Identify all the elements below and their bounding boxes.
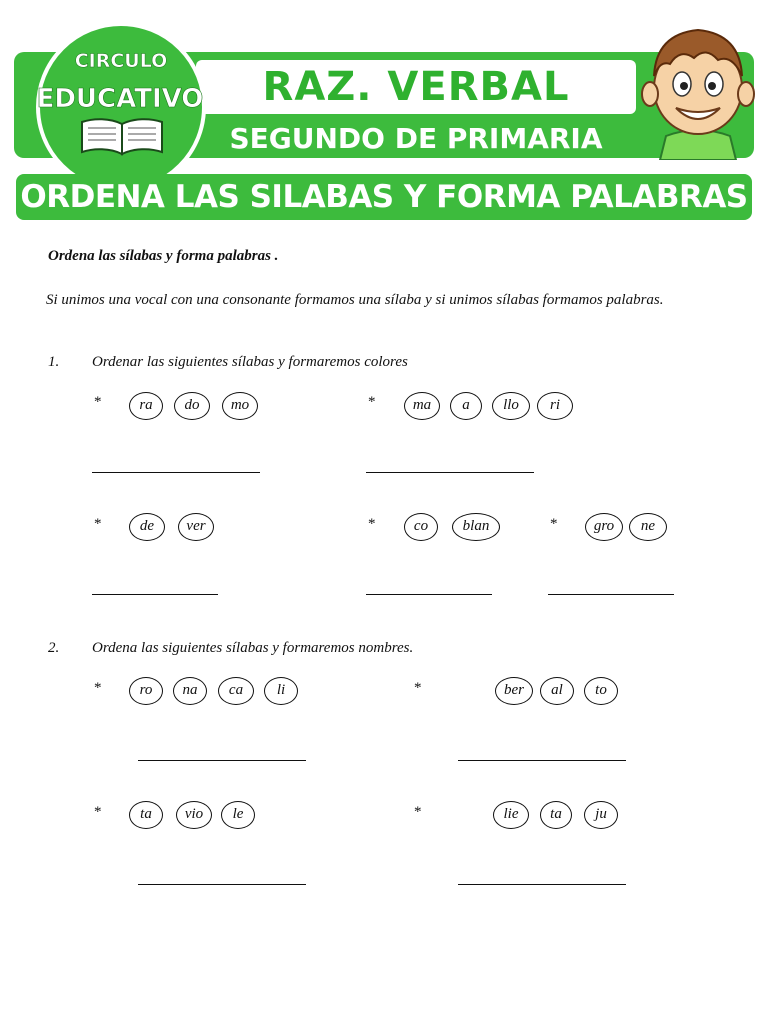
syllable-bubble: gro xyxy=(585,513,623,541)
child-illustration xyxy=(636,24,760,160)
worksheet-title: ORDENA LAS SILABAS Y FORMA PALABRAS xyxy=(20,179,748,215)
q1-text: Ordenar las siguientes sílabas y formaremos colores xyxy=(92,354,408,370)
syllable-bubble: ma xyxy=(404,392,440,420)
syllable-bubble: ber xyxy=(495,677,533,705)
answer-line[interactable] xyxy=(548,594,674,595)
q1-g2-star: * xyxy=(368,394,376,410)
syllable-bubble: to xyxy=(584,677,618,705)
q1-g5-star: * xyxy=(550,516,558,532)
syllable-bubble: ta xyxy=(129,801,163,829)
syllable-bubble: ju xyxy=(584,801,618,829)
answer-line[interactable] xyxy=(458,884,626,885)
q2-text: Ordena las siguientes sílabas y formaremos nombres. xyxy=(92,640,414,656)
q2-number: 2. xyxy=(48,640,60,656)
q1-g3-star: * xyxy=(94,516,102,532)
syllable-bubble: li xyxy=(264,677,298,705)
answer-line[interactable] xyxy=(366,594,492,595)
syllable-bubble: lie xyxy=(493,801,529,829)
syllable-bubble: vio xyxy=(176,801,212,829)
q1-g4-star: * xyxy=(368,516,376,532)
syllable-bubble: ver xyxy=(178,513,214,541)
syllable-bubble: co xyxy=(404,513,438,541)
grade-title: SEGUNDO DE PRIMARIA xyxy=(229,122,603,155)
intro-body: Si unimos una vocal con una consonante formamos una sílaba y si unimos sílabas formamos palabras. xyxy=(46,292,664,308)
answer-line[interactable] xyxy=(138,760,306,761)
syllable-bubble: mo xyxy=(222,392,258,420)
syllable-bubble: llo xyxy=(492,392,530,420)
syllable-bubble: na xyxy=(173,677,207,705)
syllable-bubble: ta xyxy=(540,801,572,829)
syllable-bubble: ne xyxy=(629,513,667,541)
syllable-bubble: de xyxy=(129,513,165,541)
answer-line[interactable] xyxy=(92,594,218,595)
syllable-bubble: blan xyxy=(452,513,500,541)
answer-line[interactable] xyxy=(92,472,260,473)
intro-title: Ordena las sílabas y forma palabras . xyxy=(48,248,279,264)
syllable-bubble: a xyxy=(450,392,482,420)
syllable-bubble: le xyxy=(221,801,255,829)
subject-title: RAZ. VERBAL xyxy=(262,64,570,110)
answer-line[interactable] xyxy=(366,472,534,473)
q2-g1-star: * xyxy=(94,680,102,696)
q2-g4-star: * xyxy=(414,804,422,820)
q1-g1-star: * xyxy=(94,394,102,410)
syllable-bubble: al xyxy=(540,677,574,705)
q2-g3-star: * xyxy=(94,804,102,820)
answer-line[interactable] xyxy=(138,884,306,885)
q2-g2-star: * xyxy=(414,680,422,696)
syllable-bubble: ri xyxy=(537,392,573,420)
book-icon xyxy=(76,116,168,156)
logo-line-1: CIRCULO xyxy=(74,50,168,72)
logo-line-2: EDUCATIVO xyxy=(36,84,204,114)
answer-line[interactable] xyxy=(458,760,626,761)
syllable-bubble: ro xyxy=(129,677,163,705)
syllable-bubble: ra xyxy=(129,392,163,420)
syllable-bubble: do xyxy=(174,392,210,420)
syllable-bubble: ca xyxy=(218,677,254,705)
q1-number: 1. xyxy=(48,354,60,370)
